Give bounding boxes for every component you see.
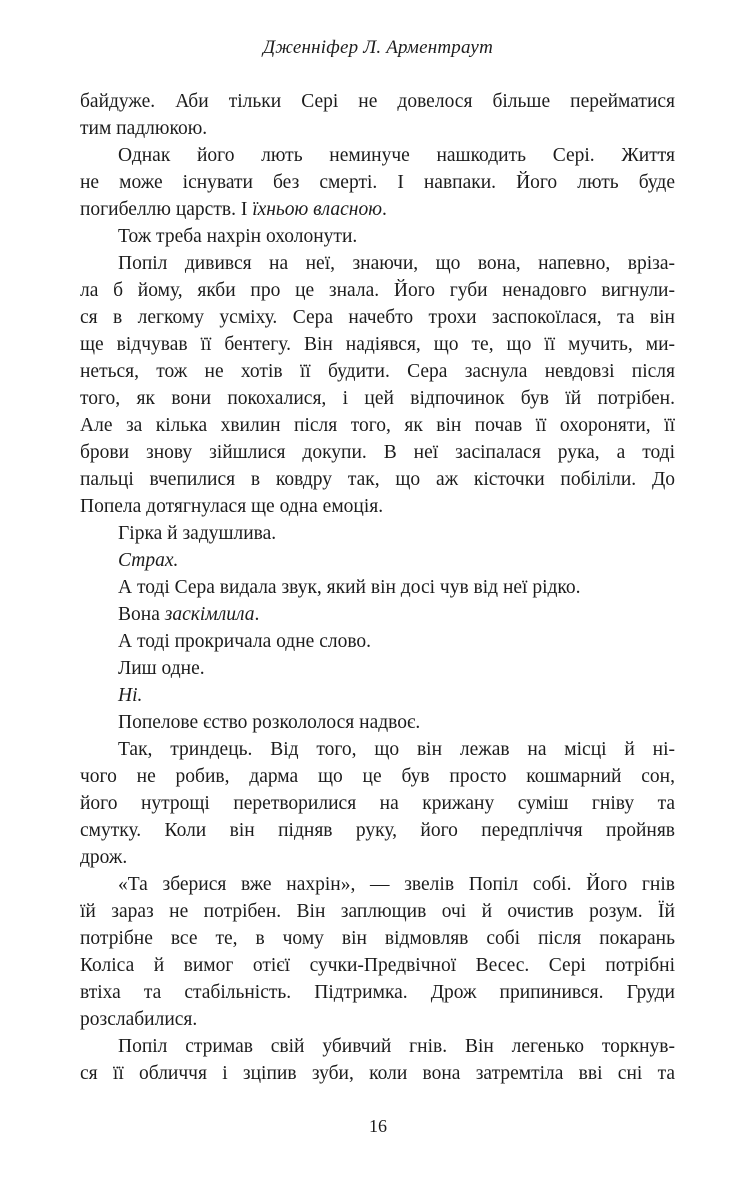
text-line: А тоді Сера видала звук, який він досі чув від неї рідко. (118, 577, 581, 598)
paragraph (80, 682, 675, 709)
text-line: Але за кілька хвилин після того, як він почав її охороняти, її (80, 415, 675, 436)
page-number: 16 (369, 1116, 387, 1136)
paragraph (80, 736, 675, 871)
paragraph (80, 871, 675, 1033)
text-line: Попіл дивився на неї, знаючи, що вона, напевно, вріза- (118, 253, 675, 274)
running-head-author: Дженніфер Л. Арментраут (263, 37, 493, 58)
paragraph (80, 223, 675, 250)
paragraph (80, 1033, 675, 1087)
text-line: Гірка й задушлива. (118, 523, 277, 544)
paragraph (80, 250, 675, 520)
text-line: байдуже. Аби тільки Сері не довелося більше перейматися (80, 91, 675, 112)
text-line: дрож. (80, 847, 128, 868)
paragraph (80, 547, 675, 574)
paragraph (80, 574, 675, 601)
text-line: розслабилися. (80, 1009, 198, 1030)
text-line: не може існувати без смерті. І навпаки. Його лють буде (80, 172, 675, 193)
text-line: смутку. Коли він підняв руку, його передпліччя пройняв (80, 820, 675, 841)
text-line: ще відчував її бентегу. Він надіявся, що те, що її мучить, ми- (80, 334, 675, 355)
text-line: брови знову зійшлися докупи. В неї засіпалася рука, а тоді (80, 442, 675, 463)
text-line: Страх. (118, 550, 179, 571)
text-line: їй зараз не потрібен. Він заплющив очі й очистив розум. Їй (80, 901, 675, 922)
text-line: пальці вчепилися в ковдру так, що аж кісточки побіліли. До (80, 469, 675, 490)
text-line: Ні. (118, 685, 143, 706)
paragraph (80, 655, 675, 682)
text-line: потрібне все те, в чому він відмовляв собі після покарань (80, 928, 675, 949)
text-line: Однак його лють неминуче нашкодить Сері. Життя (118, 145, 675, 166)
paragraph (80, 628, 675, 655)
paragraph (80, 709, 675, 736)
text-line: тим падлюкою. (80, 118, 208, 139)
text-line: Вона заскімлила. (118, 604, 260, 625)
text-line: ся її обличчя і зціпив зуби, коли вона затремтіла вві сні та (80, 1063, 675, 1084)
text-line: Лиш одне. (118, 658, 205, 679)
text-line: погибеллю царств. І їхньою власною. (80, 199, 387, 220)
text-line: неться, тож не хотів її будити. Сера заснула невдовзі після (80, 361, 675, 382)
text-line: «Та зберися вже нахрін», — звелів Попіл собі. Його гнів (118, 874, 675, 895)
text-line: ся в легкому усміху. Сера начебто трохи заспокоїлася, та він (80, 307, 675, 328)
text-line: А тоді прокричала одне слово. (118, 631, 372, 652)
text-line: Коліса й вимог отієї сучки-Предвічної Весес. Сері потрібні (80, 955, 675, 976)
paragraph (80, 142, 675, 223)
text-line: Так, триндець. Від того, що він лежав на місці й ні- (118, 739, 675, 760)
text-line: чого не робив, дарма що це був просто кошмарний сон, (80, 766, 675, 787)
paragraph (80, 520, 675, 547)
paragraph (80, 601, 675, 628)
text-line: Тож треба нахрін охолонути. (118, 226, 358, 247)
text-line: Попелове єство розкололося надвоє. (118, 712, 421, 733)
text-line: його нутрощі перетворилися на крижану суміш гніву та (80, 793, 675, 814)
text-line: Попела дотягнулася ще одна емоція. (80, 496, 384, 517)
text-block (80, 88, 675, 1087)
text-line: втіха та стабільність. Підтримка. Дрож припинився. Груди (80, 982, 675, 1003)
text-line: Попіл стримав свій убивчий гнів. Він легенько торкнув- (118, 1036, 675, 1057)
paragraph (80, 88, 675, 142)
text-line: ла б йому, якби про це знала. Його губи ненадовго вигнули- (80, 280, 675, 301)
text-line: того, як вони покохалися, і цей відпочинок був їй потрібен. (80, 388, 675, 409)
